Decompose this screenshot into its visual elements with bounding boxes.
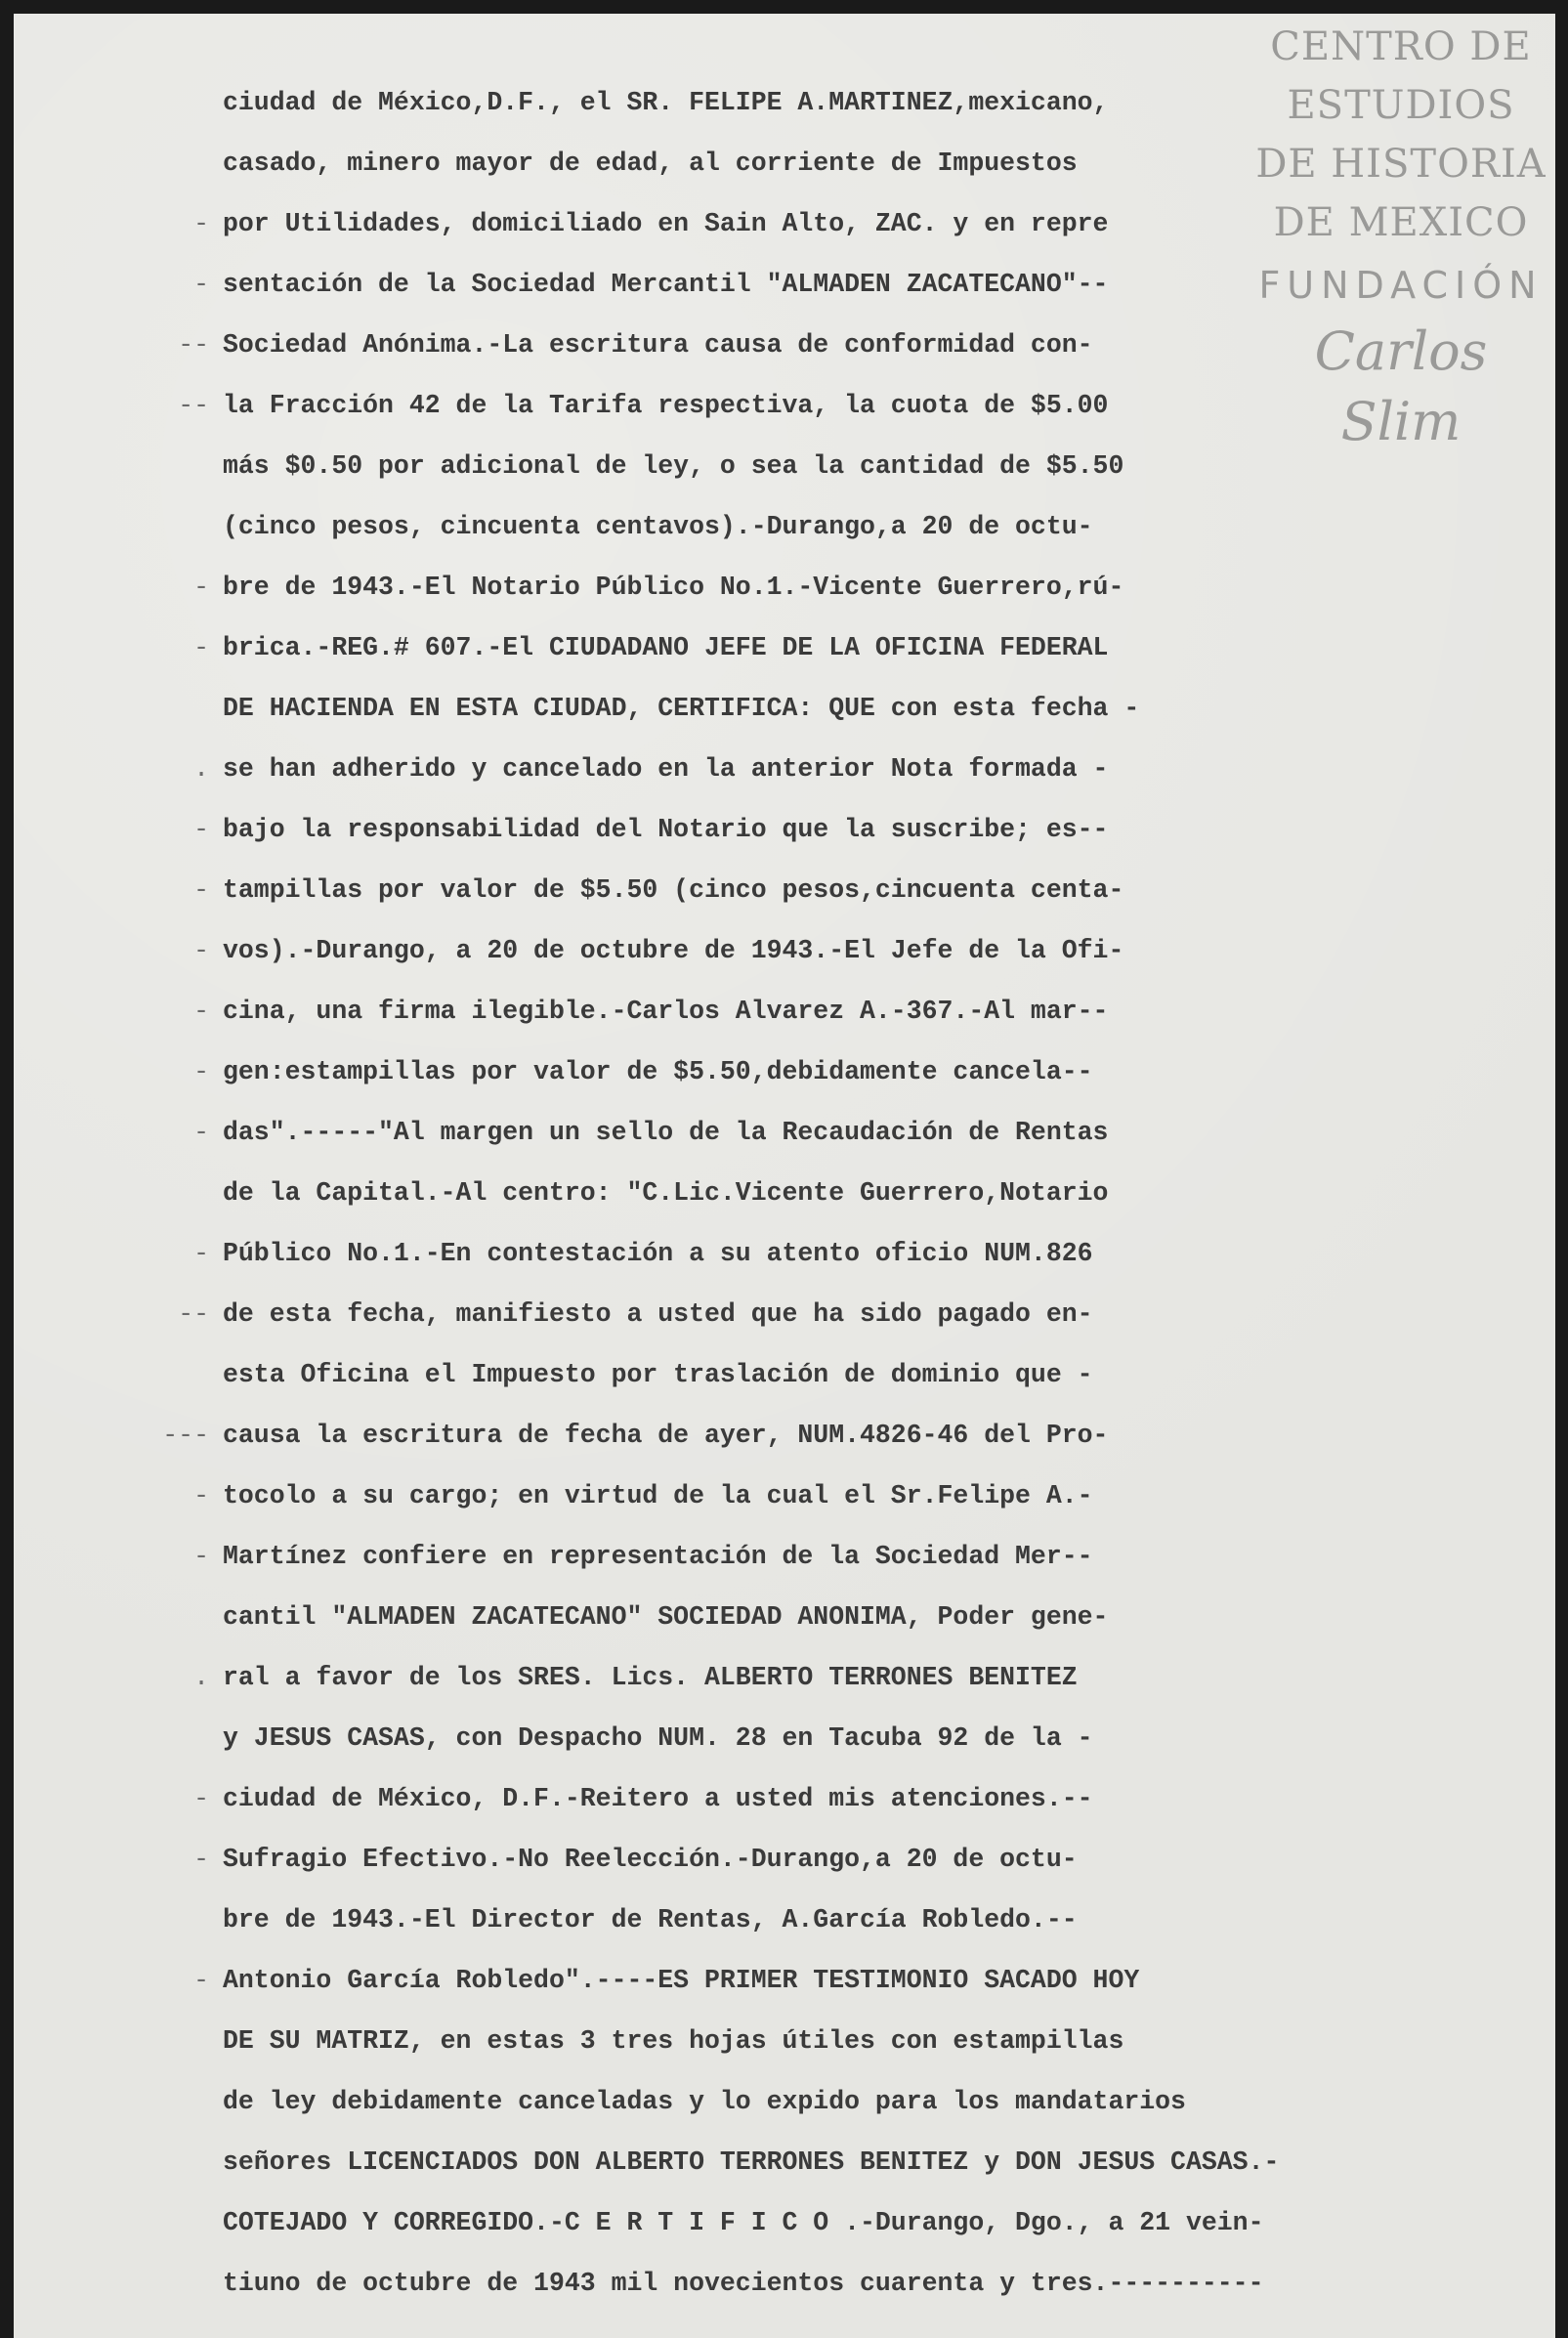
document-line bbox=[14, 739, 1555, 799]
margin-dash: -- bbox=[178, 1299, 209, 1329]
line-text: de esta fecha, manifiesto a usted que ha sido pagado en- bbox=[223, 1299, 1093, 1329]
margin-dash: - bbox=[193, 997, 209, 1026]
line-text: tampillas por valor de $5.50 (cinco pesos,cincuenta centa- bbox=[223, 875, 1124, 905]
document-line bbox=[14, 1284, 1555, 1344]
document-line bbox=[14, 375, 1555, 436]
document-line bbox=[14, 2253, 1555, 2314]
line-text: bajo la responsabilidad del Notario que la suscribe; es-- bbox=[223, 815, 1109, 844]
line-text: casado, minero mayor de edad, al corriente de Impuestos bbox=[223, 149, 1078, 178]
margin-dash: -- bbox=[178, 391, 209, 420]
margin-dash: - bbox=[193, 1057, 209, 1086]
margin-dash: - bbox=[193, 936, 209, 965]
line-text: se han adherido y cancelado en la anterior Nota formada - bbox=[223, 754, 1109, 784]
document-line bbox=[14, 678, 1555, 739]
document-page bbox=[14, 14, 1555, 2338]
document-line bbox=[14, 436, 1555, 496]
line-text: Sociedad Anónima.-La escritura causa de conformidad con- bbox=[223, 330, 1093, 360]
margin-dash: - bbox=[193, 815, 209, 844]
line-text: bre de 1943.-El Director de Rentas, A.García Robledo.-- bbox=[223, 1905, 1078, 1934]
document-line bbox=[14, 2011, 1555, 2071]
margin-dash: - bbox=[193, 1542, 209, 1571]
watermark-line: DE MEXICO bbox=[1273, 200, 1529, 245]
line-text: Público No.1.-En contestación a su atento oficio NUM.826 bbox=[223, 1239, 1093, 1268]
document-line bbox=[14, 1950, 1555, 2011]
line-text: de la Capital.-Al centro: "C.Lic.Vicente Guerrero,Notario bbox=[223, 1178, 1109, 1208]
document-line bbox=[14, 981, 1555, 1041]
line-text: ral a favor de los SRES. Lics. ALBERTO TERRONES BENITEZ bbox=[223, 1663, 1078, 1692]
line-text: COTEJADO Y CORREGIDO.-C E R T I F I C O .-Durango, Dgo., a 21 vein- bbox=[223, 2208, 1264, 2237]
document-line bbox=[14, 1405, 1555, 1466]
document-line bbox=[14, 860, 1555, 920]
watermark-line: ESTUDIOS bbox=[1287, 83, 1515, 128]
document-line bbox=[14, 1768, 1555, 1829]
document-line bbox=[14, 1890, 1555, 1950]
document-line bbox=[14, 193, 1555, 254]
line-text: das".-----"Al margen un sello de la Recaudación de Rentas bbox=[223, 1118, 1109, 1147]
line-text: ciudad de México, D.F.-Reitero a usted mis atenciones.-- bbox=[223, 1784, 1093, 1813]
document-line bbox=[14, 315, 1555, 375]
line-text: gen:estampillas por valor de $5.50,debidamente cancela-- bbox=[223, 1057, 1093, 1086]
line-text: tiuno de octubre de 1943 mil novecientos cuarenta y tres.---------- bbox=[223, 2269, 1264, 2298]
document-line bbox=[14, 1102, 1555, 1163]
line-text: DE HACIENDA EN ESTA CIUDAD, CERTIFICA: QUE con esta fecha - bbox=[223, 694, 1140, 723]
margin-dash: - bbox=[193, 1845, 209, 1874]
line-text: ciudad de México,D.F., el SR. FELIPE A.MARTINEZ,mexicano, bbox=[223, 88, 1109, 117]
line-text: y JESUS CASAS, con Despacho NUM. 28 en Tacuba 92 de la - bbox=[223, 1723, 1093, 1753]
margin-dash: --- bbox=[162, 1421, 209, 1450]
line-text: DE SU MATRIZ, en estas 3 tres hojas útiles con estampillas bbox=[223, 2026, 1124, 2056]
margin-dash: . bbox=[193, 1663, 209, 1692]
line-text: sentación de la Sociedad Mercantil "ALMADEN ZACATECANO"-- bbox=[223, 270, 1109, 299]
line-text: señores LICENCIADOS DON ALBERTO TERRONES BENITEZ y DON JESUS CASAS.- bbox=[223, 2147, 1280, 2177]
margin-dash: - bbox=[193, 1481, 209, 1510]
line-text: Sufragio Efectivo.-No Reelección.-Durango,a 20 de octu- bbox=[223, 1845, 1078, 1874]
line-text: (cinco pesos, cincuenta centavos).-Durango,a 20 de octu- bbox=[223, 512, 1093, 541]
margin-dash: - bbox=[193, 1239, 209, 1268]
line-text: la Fracción 42 de la Tarifa respectiva, la cuota de $5.00 bbox=[223, 391, 1109, 420]
line-text: Martínez confiere en representación de la Sociedad Mer-- bbox=[223, 1542, 1093, 1571]
margin-dash: - bbox=[193, 573, 209, 602]
document-line bbox=[14, 72, 1555, 133]
margin-dash: . bbox=[193, 754, 209, 784]
document-line bbox=[14, 496, 1555, 557]
document-line bbox=[14, 1587, 1555, 1647]
document-line bbox=[14, 2132, 1555, 2192]
document-line bbox=[14, 1344, 1555, 1405]
watermark-line: DE HISTORIA bbox=[1255, 142, 1547, 187]
document-line bbox=[14, 920, 1555, 981]
document-line bbox=[14, 133, 1555, 193]
document-line bbox=[14, 1647, 1555, 1708]
typed-document-body bbox=[14, 72, 1555, 2314]
line-text: causa la escritura de fecha de ayer, NUM.4826-46 del Pro- bbox=[223, 1421, 1109, 1450]
line-text: tocolo a su cargo; en virtud de la cual el Sr.Felipe A.- bbox=[223, 1481, 1093, 1510]
document-line bbox=[14, 254, 1555, 315]
line-text: vos).-Durango, a 20 de octubre de 1943.-El Jefe de la Ofi- bbox=[223, 936, 1124, 965]
margin-dash: -- bbox=[178, 330, 209, 360]
line-text: brica.-REG.# 607.-El CIUDADANO JEFE DE LA OFICINA FEDERAL bbox=[223, 633, 1109, 662]
line-text: bre de 1943.-El Notario Público No.1.-Vicente Guerrero,rú- bbox=[223, 573, 1124, 602]
line-text: por Utilidades, domiciliado en Sain Alto, ZAC. y en repre bbox=[223, 209, 1109, 238]
margin-dash: - bbox=[193, 1784, 209, 1813]
document-line bbox=[14, 1466, 1555, 1526]
document-line bbox=[14, 557, 1555, 617]
document-line bbox=[14, 1708, 1555, 1768]
line-text: cantil "ALMADEN ZACATECANO" SOCIEDAD ANONIMA, Poder gene- bbox=[223, 1602, 1109, 1632]
document-line bbox=[14, 799, 1555, 860]
line-text: más $0.50 por adicional de ley, o sea la cantidad de $5.50 bbox=[223, 451, 1124, 481]
document-line bbox=[14, 1526, 1555, 1587]
margin-dash: - bbox=[193, 209, 209, 238]
line-text: esta Oficina el Impuesto por traslación de dominio que - bbox=[223, 1360, 1093, 1389]
document-line bbox=[14, 1163, 1555, 1223]
document-line bbox=[14, 2192, 1555, 2253]
line-text: cina, una firma ilegible.-Carlos Alvarez A.-367.-Al mar-- bbox=[223, 997, 1109, 1026]
margin-dash: - bbox=[193, 1966, 209, 1995]
margin-dash: - bbox=[193, 875, 209, 905]
watermark-line: CENTRO DE bbox=[1270, 24, 1532, 69]
document-line bbox=[14, 1041, 1555, 1102]
watermark-foundation: FUNDACIÓN bbox=[1258, 264, 1544, 307]
line-text: Antonio García Robledo".----ES PRIMER TESTIMONIO SACADO HOY bbox=[223, 1966, 1140, 1995]
document-line bbox=[14, 617, 1555, 678]
line-text: de ley debidamente canceladas y lo expido para los mandatarios bbox=[223, 2087, 1186, 2116]
margin-dash: - bbox=[193, 1118, 209, 1147]
watermark-signature: Carlos Slim bbox=[1314, 320, 1488, 452]
margin-dash: - bbox=[193, 270, 209, 299]
document-line bbox=[14, 1223, 1555, 1284]
margin-dash: - bbox=[193, 633, 209, 662]
document-line bbox=[14, 2071, 1555, 2132]
document-line bbox=[14, 1829, 1555, 1890]
